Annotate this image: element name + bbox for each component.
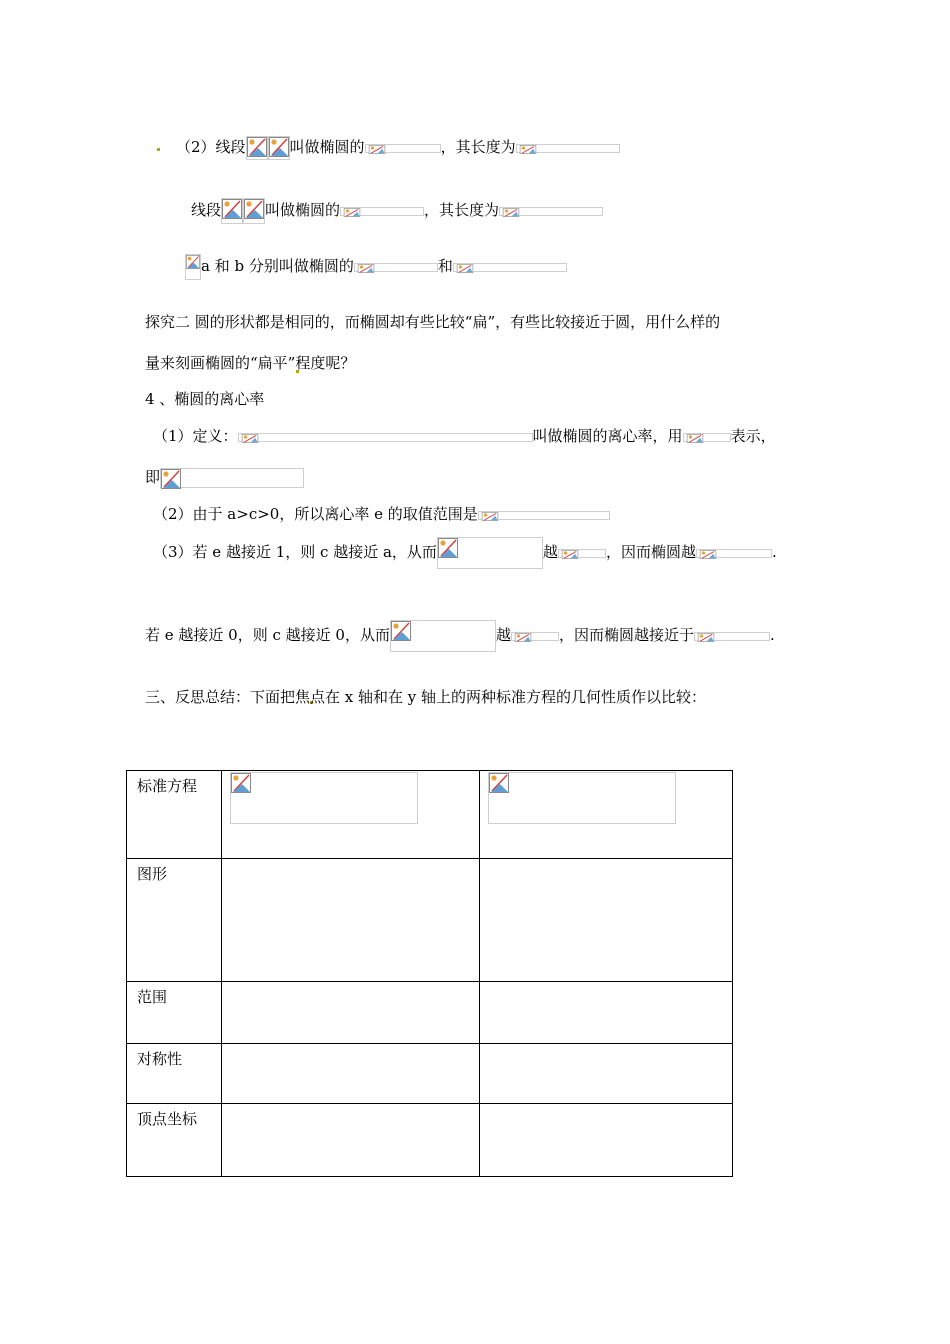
summary-heading: 三、反思总结：下面把焦点在 x 轴和在 y 轴上的两种标准方程的几何性质作以比较： — [145, 688, 707, 706]
range-line — [153, 504, 610, 524]
comparison-table — [126, 770, 733, 1177]
formula-image-icon — [246, 136, 268, 160]
q2-line-1-mid: 叫做椭圆的 — [289, 138, 365, 156]
blank-image-icon — [365, 144, 441, 153]
formula-image-icon — [160, 468, 304, 488]
table-cell — [222, 771, 480, 859]
close-to-zero-c: ，因而椭圆越接近于 — [559, 626, 695, 644]
table-cell — [222, 1104, 480, 1177]
q2-line-3-text1: a 和 b 分别 — [201, 257, 279, 275]
close-to-one-a: （3）若 e 越接近 1，则 c 越接近 a，从而 — [153, 543, 437, 561]
blank-image-icon — [511, 632, 559, 641]
q2-line-2-mid: 叫做椭圆的 — [265, 201, 341, 219]
blank-image-icon — [696, 549, 772, 558]
table-cell — [480, 1104, 733, 1177]
definition-line — [153, 426, 776, 446]
table-cell — [222, 982, 480, 1044]
table-row — [127, 1104, 733, 1177]
formula-image-icon — [437, 537, 543, 569]
blank-image-icon — [683, 433, 731, 442]
explore-2-line-2: 量来刻画椭圆的“扁平”程度呢？ — [145, 354, 356, 372]
formula-image-icon — [390, 620, 496, 652]
equation-image-icon — [488, 772, 676, 824]
table-cell — [480, 1044, 733, 1104]
row-label-standard-equation: 标准方程 — [127, 771, 222, 859]
row-label-range: 范围 — [127, 982, 222, 1044]
close-to-one-b: 越 — [542, 543, 558, 561]
formula-image-icon — [185, 254, 201, 280]
formula-image-icon — [243, 198, 265, 224]
formula-image-icon — [268, 136, 290, 160]
close-to-one-end: . — [771, 543, 777, 561]
blank-image-icon — [354, 263, 438, 272]
definition-ji-line — [145, 467, 304, 488]
blank-image-icon — [558, 549, 606, 558]
close-to-one-c: ，因而椭圆越 — [605, 543, 696, 561]
blank-image-icon — [694, 632, 770, 641]
close-to-zero-line — [145, 620, 775, 652]
close-to-zero-b: 越 — [495, 626, 511, 644]
table-cell — [222, 1044, 480, 1104]
marker-dot — [157, 148, 160, 151]
blank-image-icon — [453, 263, 567, 272]
blank-image-icon — [340, 207, 424, 216]
table-cell — [222, 859, 480, 982]
table-row — [127, 982, 733, 1044]
blank-image-icon — [499, 207, 603, 216]
formula-image-icon — [221, 198, 243, 224]
q2-line-3-text2: 叫做椭圆的 — [278, 257, 354, 275]
q2-line-2-open: 线段 — [191, 201, 222, 219]
q2-line-2 — [191, 198, 603, 224]
blank-image-icon — [516, 144, 620, 153]
definition-open: （1）定义： — [153, 427, 238, 445]
table-cell — [480, 771, 733, 859]
blank-image-icon — [238, 433, 533, 442]
row-label-vertex-coordinates: 顶点坐标 — [127, 1104, 222, 1177]
section-4-heading: 4 、椭圆的离心率 — [145, 390, 265, 408]
explore-2-line-1: 探究二 圆的形状都是相同的，而椭圆却有些比较“扁”，有些比较接近于圆，用什么样的 — [145, 313, 721, 331]
table-row — [127, 859, 733, 982]
q2-line-1-open: （2）线段 — [176, 138, 246, 156]
q2-line-3 — [185, 254, 567, 280]
table-cell — [480, 859, 733, 982]
row-label-symmetry: 对称性 — [127, 1044, 222, 1104]
definition-end: 表示， — [730, 427, 776, 445]
q2-line-1 — [176, 136, 620, 160]
definition-mid: 叫做椭圆的离心率，用 — [532, 427, 683, 445]
q2-line-1-mid2: ，其长度为 — [440, 138, 516, 156]
q2-line-3-text3: 和 — [437, 257, 453, 275]
table-row — [127, 1044, 733, 1104]
row-label-graph: 图形 — [127, 859, 222, 982]
table-row — [127, 771, 733, 859]
q2-line-2-mid2: ，其长度为 — [424, 201, 500, 219]
close-to-zero-end: . — [770, 626, 775, 644]
blank-image-icon — [478, 511, 610, 520]
definition-ji: 即 — [145, 468, 161, 486]
table-cell — [480, 982, 733, 1044]
range-text: （2）由于 a>c>0，所以离心率 e 的取值范围是 — [153, 505, 478, 523]
close-to-zero-a: 若 e 越接近 0，则 c 越接近 0，从而 — [145, 626, 390, 644]
equation-image-icon — [230, 772, 418, 824]
close-to-one-line — [153, 537, 777, 569]
